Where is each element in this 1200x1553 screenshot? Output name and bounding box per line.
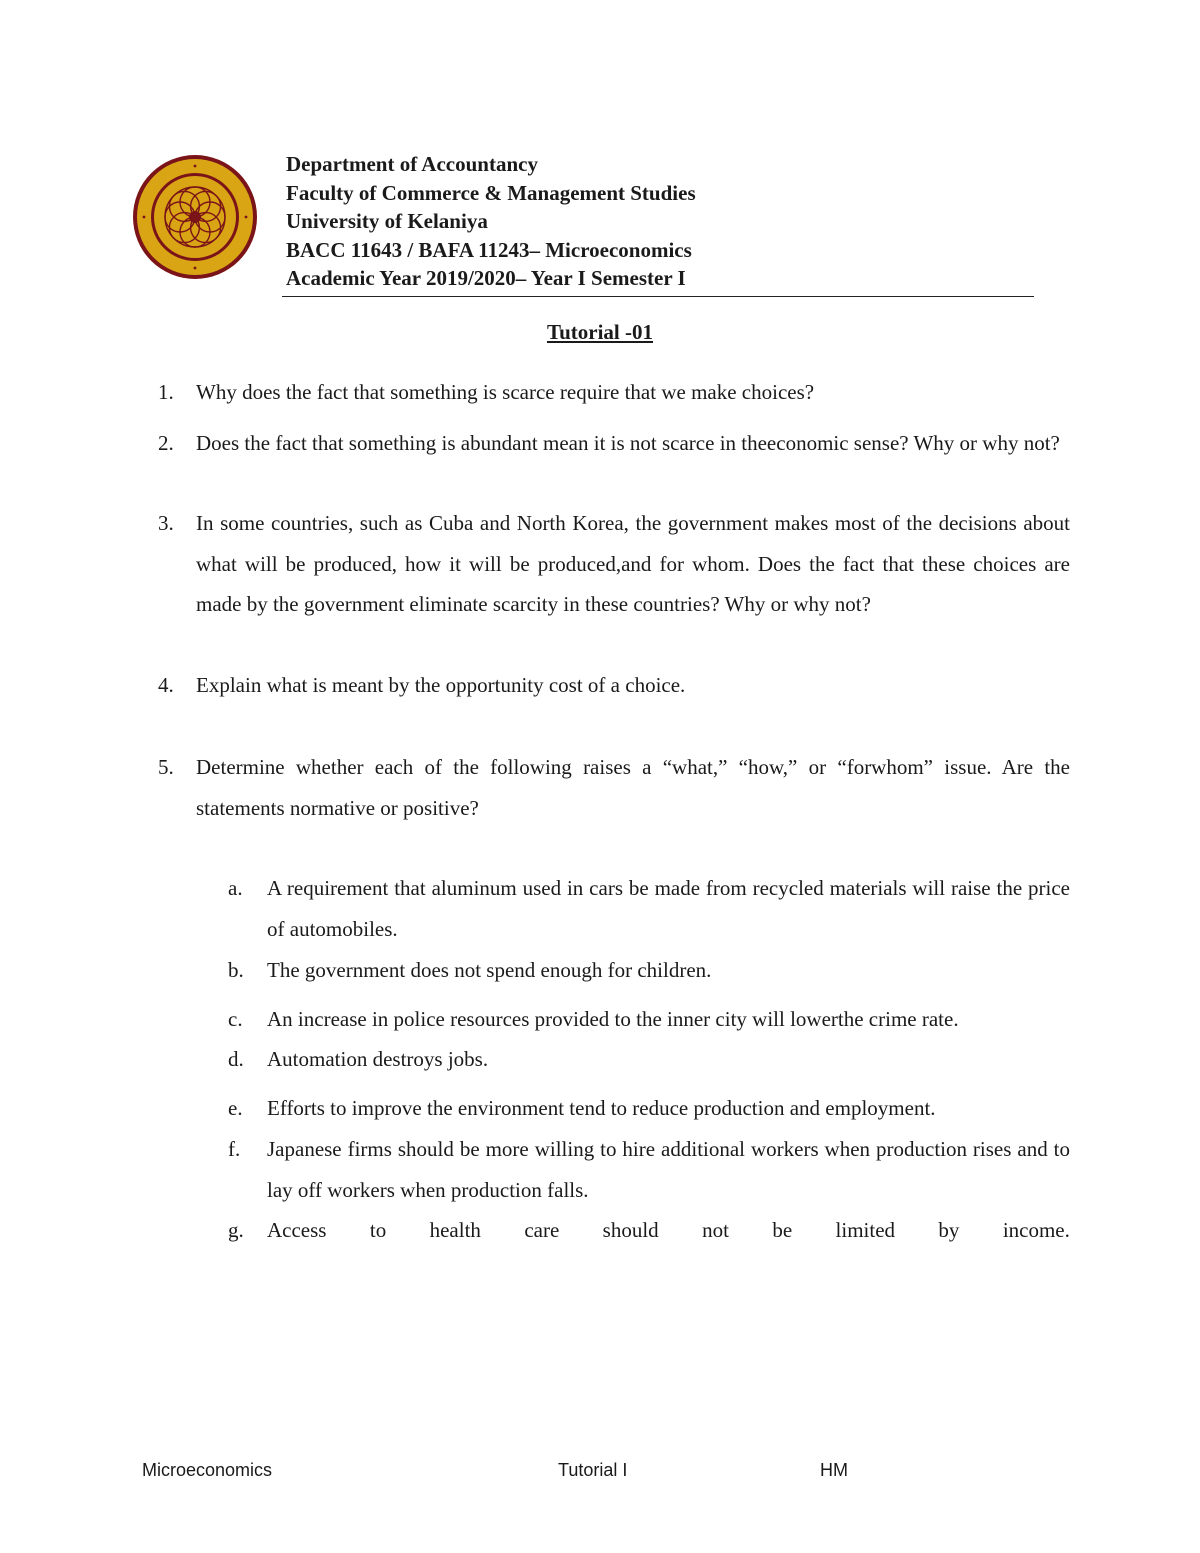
sub-item-letter: a. bbox=[228, 876, 243, 900]
word: be bbox=[772, 1218, 793, 1242]
sub-item-text: Japanese firms should be more willing to hire additional workers when production rises and to lay off workers when production falls. bbox=[267, 1137, 1070, 1202]
header-divider bbox=[282, 296, 1034, 297]
word: should bbox=[602, 1218, 659, 1242]
footer-center: Tutorial I bbox=[558, 1460, 628, 1480]
sub-item-b bbox=[228, 950, 1070, 991]
footer-left: Microeconomics bbox=[142, 1460, 273, 1480]
question-text: Explain what is meant by the opportunity cost of a choice. bbox=[196, 673, 686, 697]
sub-item-text: The government does not spend enough for children. bbox=[267, 958, 712, 982]
footer-right: HM bbox=[820, 1460, 848, 1480]
sub-item-letter: c. bbox=[228, 1007, 243, 1031]
sub-item-letter: b. bbox=[228, 958, 244, 982]
question-text: Why does the fact that something is scarce require that we make choices? bbox=[196, 380, 815, 404]
word: health bbox=[429, 1218, 481, 1242]
sub-item-text: An increase in police resources provided to the inner city will lowerthe crime rate. bbox=[267, 1007, 959, 1031]
question-2 bbox=[158, 423, 1070, 464]
word: not bbox=[702, 1218, 729, 1242]
sub-item-e bbox=[228, 1088, 1070, 1129]
question-number: 5. bbox=[158, 755, 174, 779]
sub-item-g bbox=[228, 1210, 1070, 1251]
question-text: In some countries, such as Cuba and North Korea, the government makes most of the decisions about what will be produced, how it will be produced,and for whom. Does the fact that these choices are made by the government eliminate scarcity in these countries? Why or why not? bbox=[196, 511, 1070, 616]
word: to bbox=[369, 1218, 387, 1242]
question-4 bbox=[158, 665, 1070, 706]
course-code: BACC 11643 / BAFA 11243– Microeconomics bbox=[286, 237, 692, 262]
question-text: Does the fact that something is abundant mean it is not scarce in theeconomic sense? Why or why not? bbox=[196, 431, 1060, 455]
sub-item-c bbox=[228, 999, 1070, 1040]
question-number: 1. bbox=[158, 380, 174, 404]
sub-item-f bbox=[228, 1129, 1070, 1210]
sub-item-text: A requirement that aluminum used in cars be made from recycled materials will raise the price of automobiles. bbox=[267, 876, 1070, 941]
university-seal-logo bbox=[132, 154, 258, 280]
question-number: 4. bbox=[158, 673, 174, 697]
word: by bbox=[938, 1218, 960, 1242]
sub-item-text: Efforts to improve the environment tend to reduce production and employment. bbox=[267, 1096, 936, 1120]
question-3 bbox=[158, 503, 1070, 625]
word: limited bbox=[835, 1218, 896, 1242]
sub-item-letter: g. bbox=[228, 1218, 244, 1242]
university-name: University of Kelaniya bbox=[286, 209, 488, 234]
sub-item-text bbox=[267, 1210, 1070, 1251]
question-text: Determine whether each of the following raises a “what,” “how,” or “forwhom” issue. Are the statements normative or positive? bbox=[196, 755, 1070, 820]
academic-year: Academic Year 2019/2020– Year I Semester I bbox=[286, 266, 686, 291]
question-5 bbox=[158, 747, 1070, 828]
sub-item-text: Automation destroys jobs. bbox=[267, 1047, 489, 1071]
word: care bbox=[524, 1218, 560, 1242]
question-1 bbox=[158, 372, 1070, 413]
sub-item-letter: f. bbox=[228, 1137, 241, 1161]
tutorial-title: Tutorial -01 bbox=[547, 320, 653, 344]
department-name: Department of Accountancy bbox=[286, 152, 538, 176]
sub-item-d bbox=[228, 1039, 1070, 1080]
question-number: 2. bbox=[158, 431, 174, 455]
faculty-name: Faculty of Commerce & Management Studies bbox=[286, 180, 696, 205]
sub-item-letter: e. bbox=[228, 1096, 243, 1120]
document-header bbox=[286, 150, 696, 293]
sub-item-a bbox=[228, 868, 1070, 949]
word: Access bbox=[267, 1218, 327, 1242]
word: income. bbox=[1002, 1218, 1070, 1242]
question-number: 3. bbox=[158, 511, 174, 535]
sub-item-letter: d. bbox=[228, 1047, 244, 1071]
